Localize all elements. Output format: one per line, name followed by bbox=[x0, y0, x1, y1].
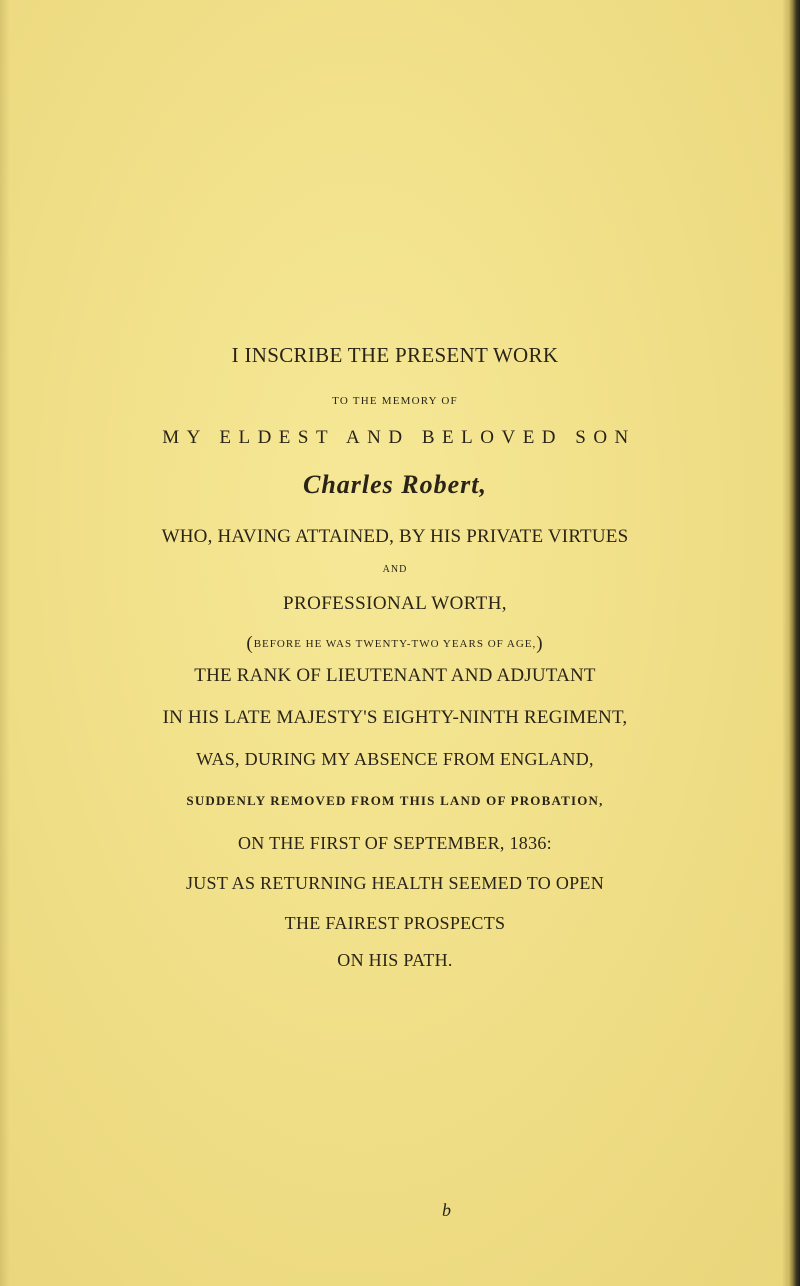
age-text: BEFORE HE WAS TWENTY-TWO YEARS OF AGE, bbox=[253, 638, 537, 650]
dedication-line-rank: THE RANK OF LIEUTENANT AND ADJUTANT bbox=[194, 665, 596, 686]
dedication-line-and: AND bbox=[382, 564, 408, 575]
close-paren: ) bbox=[536, 633, 544, 654]
dedication-line-date: ON THE FIRST OF SEPTEMBER, 1836: bbox=[238, 833, 552, 853]
dedication-line-memory: TO THE MEMORY OF bbox=[332, 395, 458, 407]
dedication-name: Charles Robert, bbox=[302, 470, 488, 499]
dedication-line-age bbox=[0, 633, 790, 655]
dedication-line-son: MY ELDEST AND BELOVED SON bbox=[162, 427, 636, 448]
signature-mark: b bbox=[442, 1200, 451, 1220]
dedication-line-having: WHO, HAVING ATTAINED, BY HIS PRIVATE VIRTUES bbox=[161, 526, 629, 547]
dedication-line-health: JUST AS RETURNING HEALTH SEEMED TO OPEN bbox=[185, 873, 605, 893]
dedication-line-path: ON HIS PATH. bbox=[337, 950, 453, 970]
dedication-line-worth: PROFESSIONAL WORTH, bbox=[283, 593, 507, 614]
open-paren: ( bbox=[246, 633, 254, 654]
dedication-line-inscribe: I INSCRIBE THE PRESENT WORK bbox=[231, 343, 559, 367]
dedication-line-prospects: THE FAIREST PROSPECTS bbox=[284, 913, 506, 933]
dedication-line-absence: WAS, DURING MY ABSENCE FROM ENGLAND, bbox=[196, 749, 594, 769]
dedication-line-removed: SUDDENLY REMOVED FROM THIS LAND OF PROBATION, bbox=[186, 793, 604, 808]
dedication-line-regiment: IN HIS LATE MAJESTY'S EIGHTY-NINTH REGIMENT, bbox=[162, 707, 628, 728]
